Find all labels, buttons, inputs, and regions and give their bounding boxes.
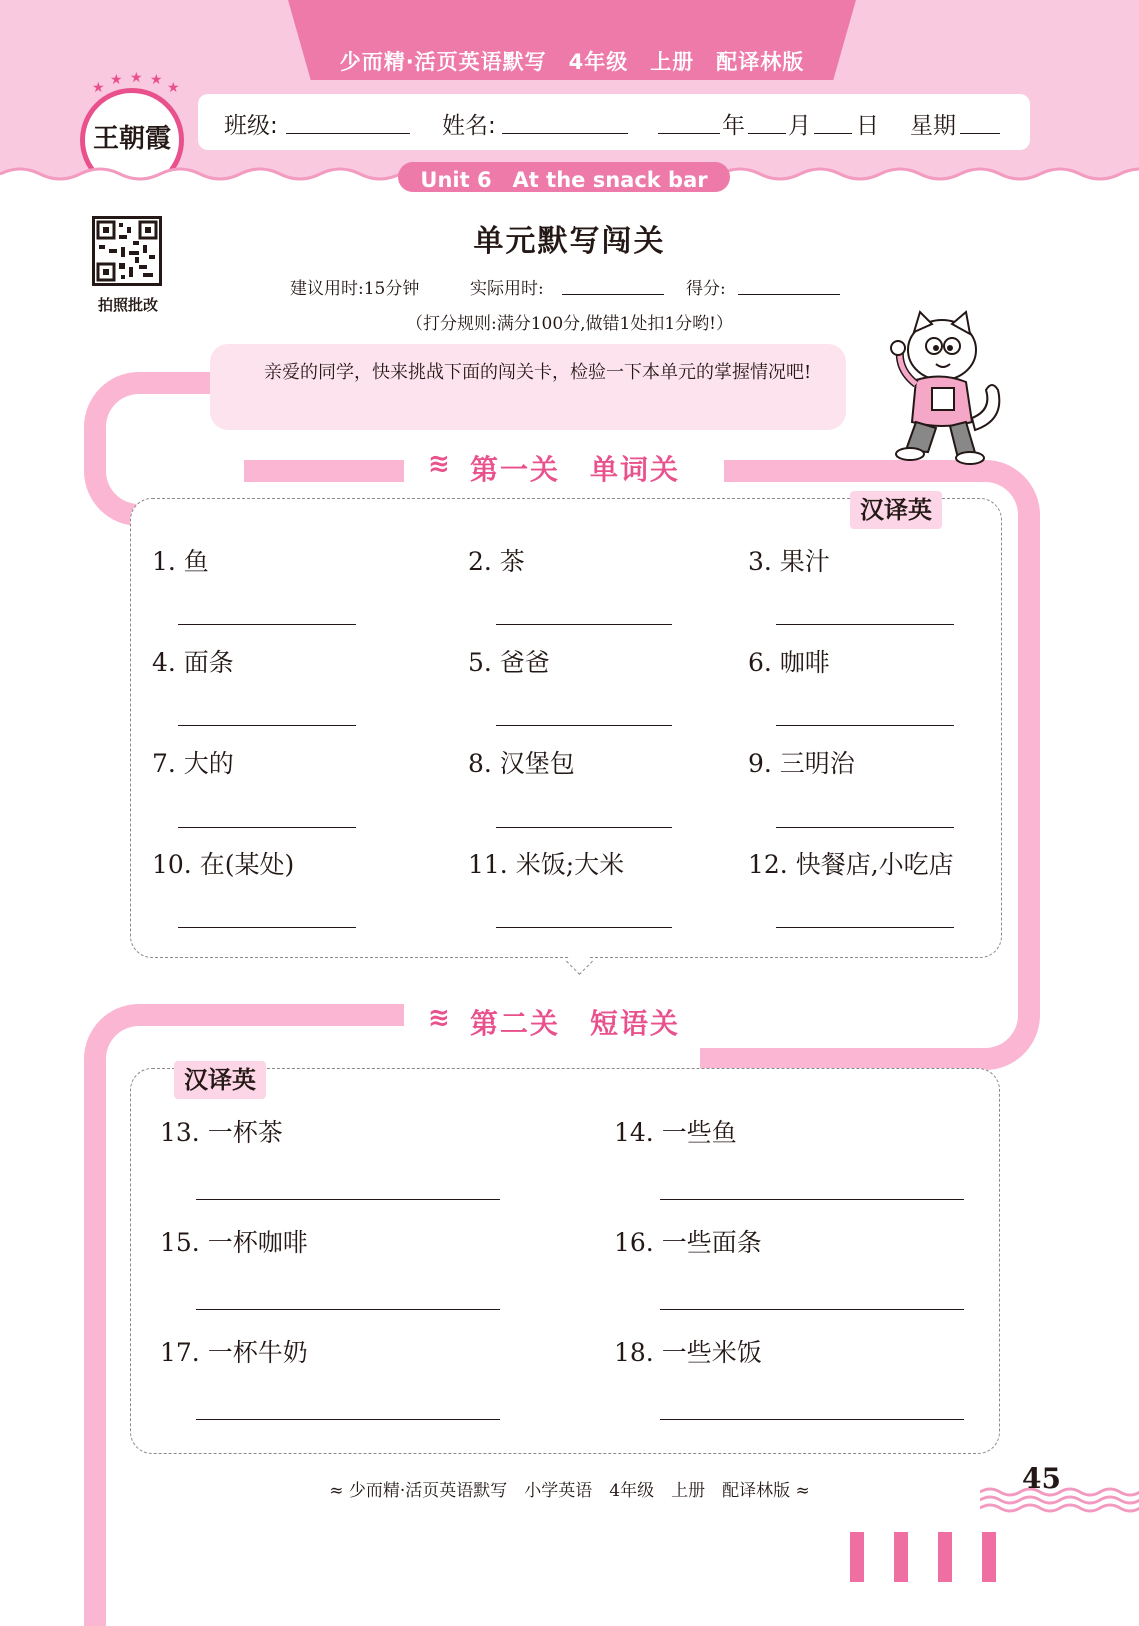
decorative-stripe (938, 1532, 952, 1582)
class-label: 班级: (224, 113, 278, 139)
score-label: 得分: (686, 279, 726, 299)
intro-text: 亲爱的同学，快来挑战下面的闯关卡，检验一下本单元的掌握情况吧! (264, 362, 812, 383)
level1-box (130, 498, 1002, 958)
answer-line-5[interactable] (496, 725, 672, 726)
answer-line-15[interactable] (196, 1309, 500, 1310)
actual-time-blank[interactable] (562, 294, 664, 295)
vocab-item-12: 12. 快餐店,小吃店 (748, 850, 954, 879)
wave-icon: ≋ (428, 449, 452, 479)
answer-line-10[interactable] (178, 927, 356, 928)
actual-time-label: 实际用时: (470, 279, 544, 299)
star-icon: ★ (150, 72, 163, 88)
answer-line-8[interactable] (496, 827, 672, 828)
star-icon: ★ (167, 80, 180, 96)
answer-line-1[interactable] (178, 624, 356, 625)
phrase-item-15: 15. 一杯咖啡 (160, 1228, 308, 1257)
level1-title: 第一关 单词关 (470, 453, 681, 486)
answer-line-3[interactable] (776, 624, 954, 625)
vocab-item-8: 8. 汉堡包 (468, 749, 575, 778)
scoring-rules: （打分规则:满分100分,做错1处扣1分哟!） (405, 314, 734, 334)
vocab-item-1: 1. 鱼 (152, 547, 209, 576)
name-label: 姓名: (442, 113, 496, 139)
series-title: 少而精·活页英语默写 4年级 上册 配译林版 (339, 50, 805, 74)
unit-title: Unit 6 At the snack bar (420, 168, 708, 192)
decorative-stripe (894, 1532, 908, 1582)
answer-line-9[interactable] (776, 827, 954, 828)
phrase-item-13: 13. 一杯茶 (160, 1118, 283, 1147)
month-label: 月 (788, 113, 811, 139)
student-info-box (198, 94, 1030, 150)
answer-line-13[interactable] (196, 1199, 500, 1200)
vocab-item-6: 6. 咖啡 (748, 648, 830, 677)
footer-text: ≈ 少而精·活页英语默写 小学英语 4年级 上册 配译林版 ≈ (329, 1481, 810, 1501)
answer-line-2[interactable] (496, 624, 672, 625)
star-icon: ★ (110, 72, 123, 88)
answer-line-6[interactable] (776, 725, 954, 726)
level1-tag: 汉译英 (850, 491, 942, 529)
level2-tag: 汉译英 (174, 1061, 266, 1099)
phrase-item-18: 18. 一些米饭 (614, 1338, 762, 1367)
answer-line-18[interactable] (660, 1419, 964, 1420)
decorative-stripe (982, 1532, 996, 1582)
vocab-item-4: 4. 面条 (152, 648, 234, 677)
qr-caption: 拍照批改 (97, 296, 158, 314)
answer-line-12[interactable] (776, 927, 954, 928)
month-blank[interactable] (748, 133, 786, 134)
star-icon: ★ (92, 80, 105, 96)
class-blank[interactable] (286, 133, 410, 134)
answer-line-11[interactable] (496, 927, 672, 928)
day-blank[interactable] (814, 133, 852, 134)
phrase-item-16: 16. 一些面条 (614, 1228, 762, 1257)
vocab-item-9: 9. 三明治 (748, 749, 855, 778)
vocab-item-2: 2. 茶 (468, 547, 525, 576)
answer-line-14[interactable] (660, 1199, 964, 1200)
year-label: 年 (722, 113, 745, 139)
cat-mascot-icon (880, 310, 1010, 470)
logo-text: 王朝霞 (92, 124, 171, 154)
star-icon: ★ (130, 70, 143, 86)
suggested-time: 建议用时:15分钟 (290, 279, 420, 299)
vocab-item-3: 3. 果汁 (748, 547, 830, 576)
decorative-stripe (850, 1532, 864, 1582)
phrase-item-14: 14. 一些鱼 (614, 1118, 737, 1147)
vocab-item-7: 7. 大的 (152, 749, 234, 778)
year-blank[interactable] (658, 133, 720, 134)
score-blank[interactable] (738, 294, 840, 295)
weekday-label: 星期 (910, 113, 956, 139)
level2-title: 第二关 短语关 (470, 1007, 681, 1040)
answer-line-7[interactable] (178, 827, 356, 828)
answer-line-16[interactable] (660, 1309, 964, 1310)
page-number: 45 (1022, 1462, 1061, 1495)
name-blank[interactable] (502, 133, 628, 134)
weekday-blank[interactable] (960, 133, 1000, 134)
page-title: 单元默写闯关 (473, 224, 666, 259)
phrase-item-17: 17. 一杯牛奶 (160, 1338, 308, 1367)
answer-line-4[interactable] (178, 725, 356, 726)
vocab-item-5: 5. 爸爸 (468, 648, 550, 677)
wave-icon: ≋ (428, 1003, 452, 1033)
answer-line-17[interactable] (196, 1419, 500, 1420)
day-label: 日 (856, 113, 879, 139)
vocab-item-11: 11. 米饭;大米 (468, 850, 625, 879)
vocab-item-10: 10. 在(某处) (152, 850, 295, 879)
